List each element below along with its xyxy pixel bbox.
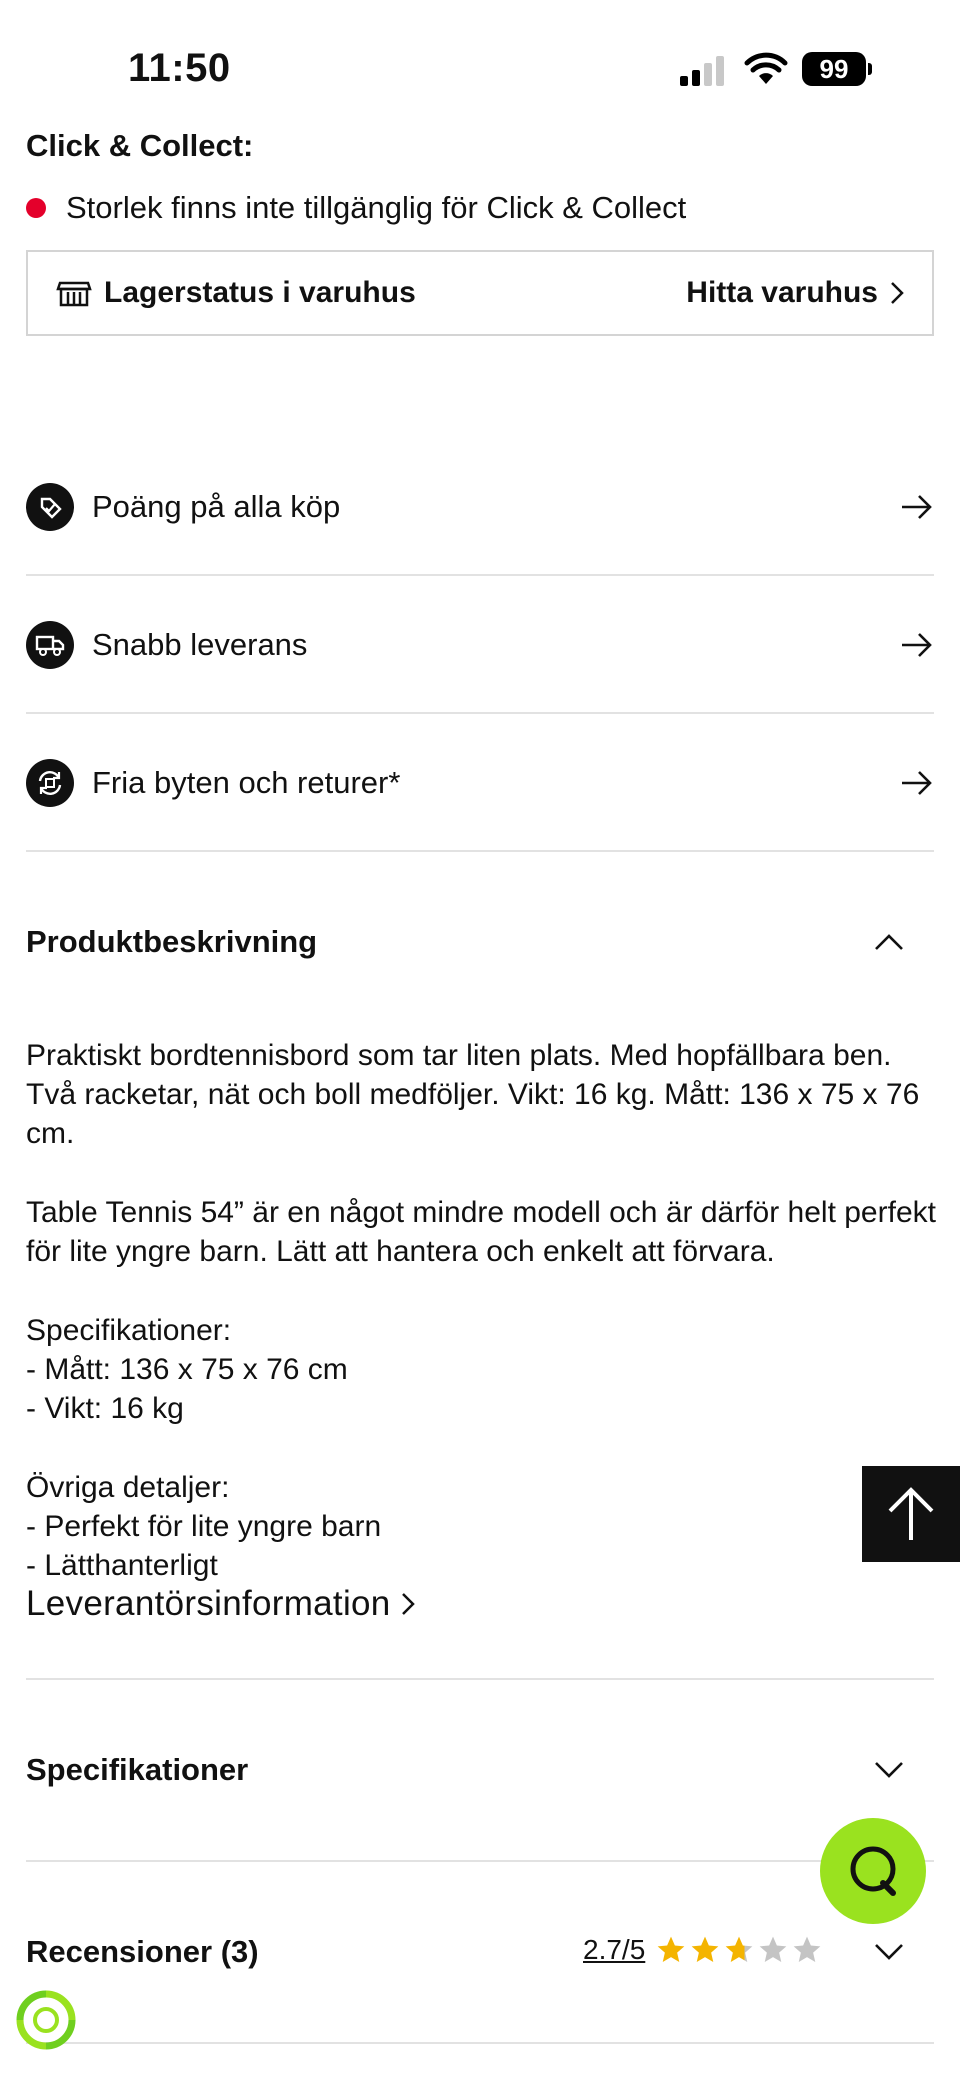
other-detail-item: - Perfekt för lite yngre barn — [26, 1510, 382, 1543]
other-details-heading: Övriga detaljer: — [26, 1471, 230, 1504]
arrow-right-icon — [900, 769, 934, 797]
divider — [26, 1860, 934, 1862]
supplier-info-label: Leverantörsinformation — [26, 1584, 391, 1623]
click-collect-status — [26, 190, 686, 226]
chevron-up-icon — [874, 933, 904, 951]
loading-spinner-icon — [14, 1988, 78, 2052]
arrow-up-icon — [886, 1486, 936, 1542]
chevron-down-icon — [874, 1761, 904, 1779]
tag-icon — [26, 483, 74, 531]
other-detail-item: - Lätthanterligt — [26, 1549, 218, 1582]
battery-icon — [802, 52, 872, 88]
chat-button[interactable] — [820, 1818, 926, 1924]
arrow-right-icon — [900, 631, 934, 659]
wifi-icon — [744, 52, 788, 86]
chat-bubble-icon — [843, 1841, 903, 1901]
benefit-free-returns[interactable] — [26, 716, 934, 852]
battery-level: 99 — [802, 52, 866, 86]
description-paragraph: Table Tennis 54” är en något mindre modell och är därför helt perfekt för lite yngre barn. Lätt att hantera och enkelt att förvara. — [26, 1196, 936, 1268]
supplier-info-link[interactable] — [26, 1584, 415, 1624]
store-icon — [56, 275, 92, 311]
description-title: Produktbeskrivning — [26, 924, 318, 959]
review-score: 2.7/5 — [583, 1934, 646, 1965]
stock-status-label: Lagerstatus i varuhus — [104, 276, 416, 309]
benefit-label: Poäng på alla köp — [92, 489, 341, 524]
star-empty-icon — [791, 1934, 823, 1966]
benefit-label: Snabb leverans — [92, 627, 308, 662]
return-icon — [26, 759, 74, 807]
status-bar — [0, 0, 960, 120]
benefit-label: Fria byten och returer* — [92, 765, 401, 800]
reviews-title: Recensioner (3) — [26, 1934, 259, 1969]
chevron-right-icon — [890, 281, 904, 305]
scroll-to-top-button[interactable] — [862, 1466, 960, 1562]
click-collect-title: Click & Collect: — [26, 128, 254, 163]
description-header[interactable] — [26, 924, 934, 960]
spec-heading: Specifikationer: — [26, 1314, 232, 1347]
cellular-signal-icon — [680, 56, 730, 86]
spec-item: - Vikt: 16 kg — [26, 1392, 184, 1425]
chevron-down-icon — [874, 1943, 904, 1961]
specifications-title: Specifikationer — [26, 1752, 249, 1787]
divider — [26, 2042, 934, 2044]
specifications-header[interactable] — [26, 1752, 934, 1788]
chevron-right-icon — [401, 1592, 415, 1616]
unavailable-dot-icon — [26, 198, 46, 218]
status-time: 11:50 — [128, 46, 231, 90]
benefit-points[interactable] — [26, 440, 934, 576]
find-store-label: Hitta varuhus — [686, 276, 878, 309]
star-empty-icon — [757, 1934, 789, 1966]
spec-item: - Mått: 136 x 75 x 76 cm — [26, 1353, 348, 1386]
click-collect-status-text: Storlek finns inte tillgänglig för Click & Collect — [66, 190, 687, 225]
divider — [26, 1678, 934, 1680]
find-store-link[interactable] — [686, 276, 904, 310]
star-half-icon — [723, 1934, 755, 1966]
truck-icon — [26, 621, 74, 669]
review-rating[interactable] — [583, 1934, 825, 1966]
arrow-right-icon — [900, 493, 934, 521]
description-paragraph: Praktiskt bordtennisbord som tar liten plats. Med hopfällbara ben. Två racketar, nät och boll medföljer. Vikt: 16 kg. Mått: 136 x 75 x 76 cm. — [26, 1039, 920, 1150]
benefit-fast-delivery[interactable] — [26, 578, 934, 714]
store-stock-button[interactable] — [26, 250, 934, 336]
star-full-icon — [689, 1934, 721, 1966]
star-full-icon — [655, 1934, 687, 1966]
